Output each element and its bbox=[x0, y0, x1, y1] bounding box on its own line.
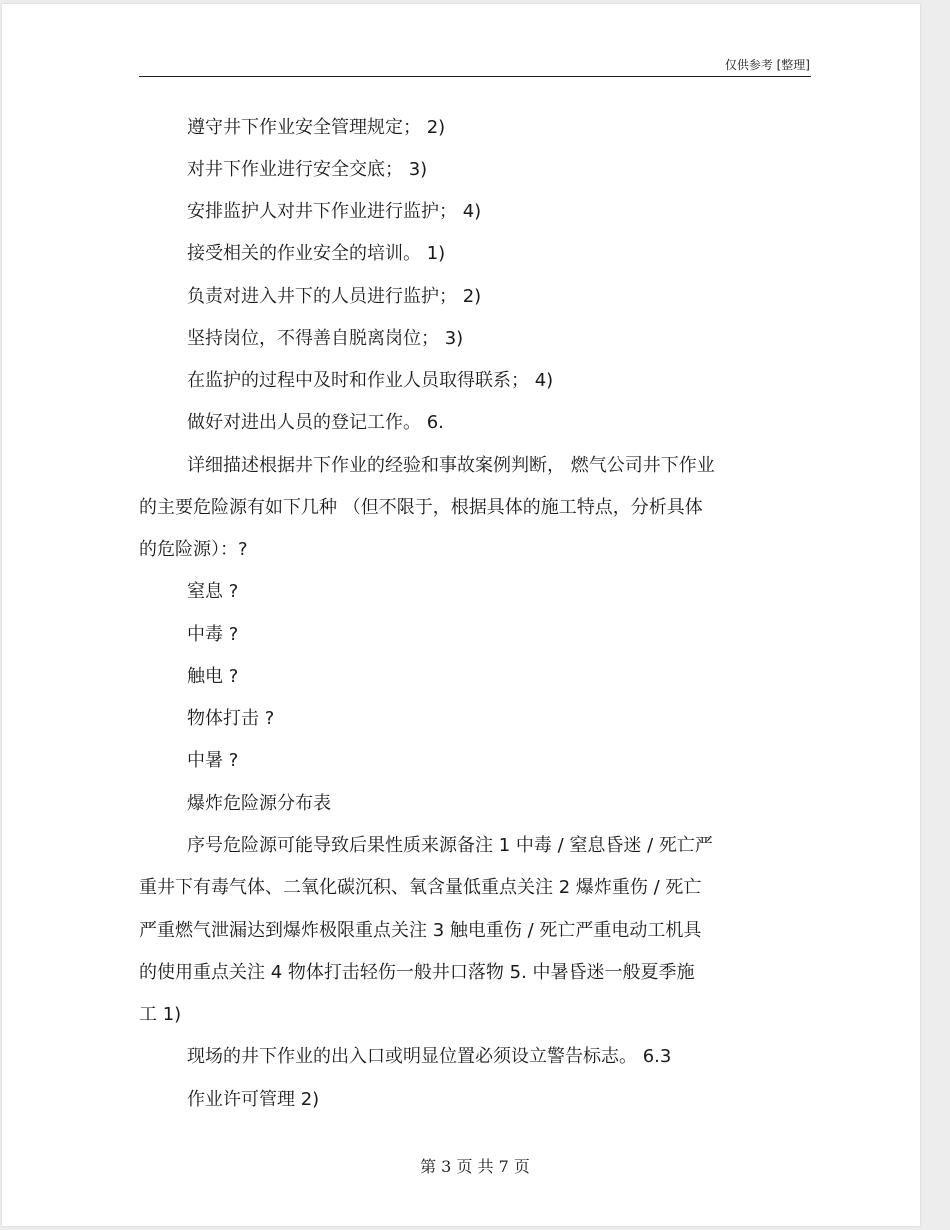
body-line: 窒息 ? bbox=[187, 581, 239, 602]
body-line: 遵守井下作业安全管理规定； 2) bbox=[187, 117, 446, 138]
body-line: 序号危险源可能导致后果性质来源备注 1 中毒 / 窒息昏迷 / 死亡严 bbox=[187, 835, 713, 856]
document-page bbox=[2, 4, 920, 1226]
body-line: 严重燃气泄漏达到爆炸极限重点关注 3 触电重伤 / 死亡严重电动工机具 bbox=[139, 920, 702, 941]
header-divider bbox=[139, 76, 811, 77]
body-line: 触电 ? bbox=[187, 666, 239, 687]
body-line: 的使用重点关注 4 物体打击轻伤一般井口落物 5. 中暑昏迷一般夏季施 bbox=[139, 962, 695, 983]
body-line: 安排监护人对井下作业进行监护； 4) bbox=[187, 201, 482, 222]
page-header: 仅供参考 [整理] bbox=[724, 58, 810, 72]
body-line: 中毒 ? bbox=[187, 624, 239, 645]
body-line: 坚持岗位，不得善自脱离岗位； 3) bbox=[187, 328, 464, 349]
body-line: 的危险源）：? bbox=[139, 539, 248, 560]
body-line: 的主要危险源有如下几种 （但不限于，根据具体的施工特点，分析具体 bbox=[139, 497, 703, 518]
body-line: 详细描述根据井下作业的经验和事故案例判断， 燃气公司井下作业 bbox=[187, 455, 715, 476]
body-line: 对井下作业进行安全交底； 3) bbox=[187, 159, 428, 180]
body-line: 作业许可管理 2) bbox=[187, 1089, 320, 1110]
body-line: 重井下有毒气体、二氧化碳沉积、氧含量低重点关注 2 爆炸重伤 / 死亡 bbox=[139, 877, 702, 898]
body-line: 负责对进入井下的人员进行监护； 2) bbox=[187, 286, 482, 307]
page-footer: 第 3 页 共 7 页 bbox=[420, 1157, 530, 1176]
body-line: 在监护的过程中及时和作业人员取得联系； 4) bbox=[187, 370, 554, 391]
body-line: 工 1) bbox=[139, 1004, 182, 1025]
body-line: 接受相关的作业安全的培训。 1) bbox=[187, 243, 446, 264]
body-line: 爆炸危险源分布表 bbox=[187, 793, 331, 814]
body-line: 物体打击 ? bbox=[187, 708, 275, 729]
body-line: 现场的井下作业的出入口或明显位置必须设立警告标志。 6.3 bbox=[187, 1046, 672, 1067]
body-line: 做好对进出人员的登记工作。 6. bbox=[187, 412, 444, 433]
body-line: 中暑 ? bbox=[187, 750, 239, 771]
